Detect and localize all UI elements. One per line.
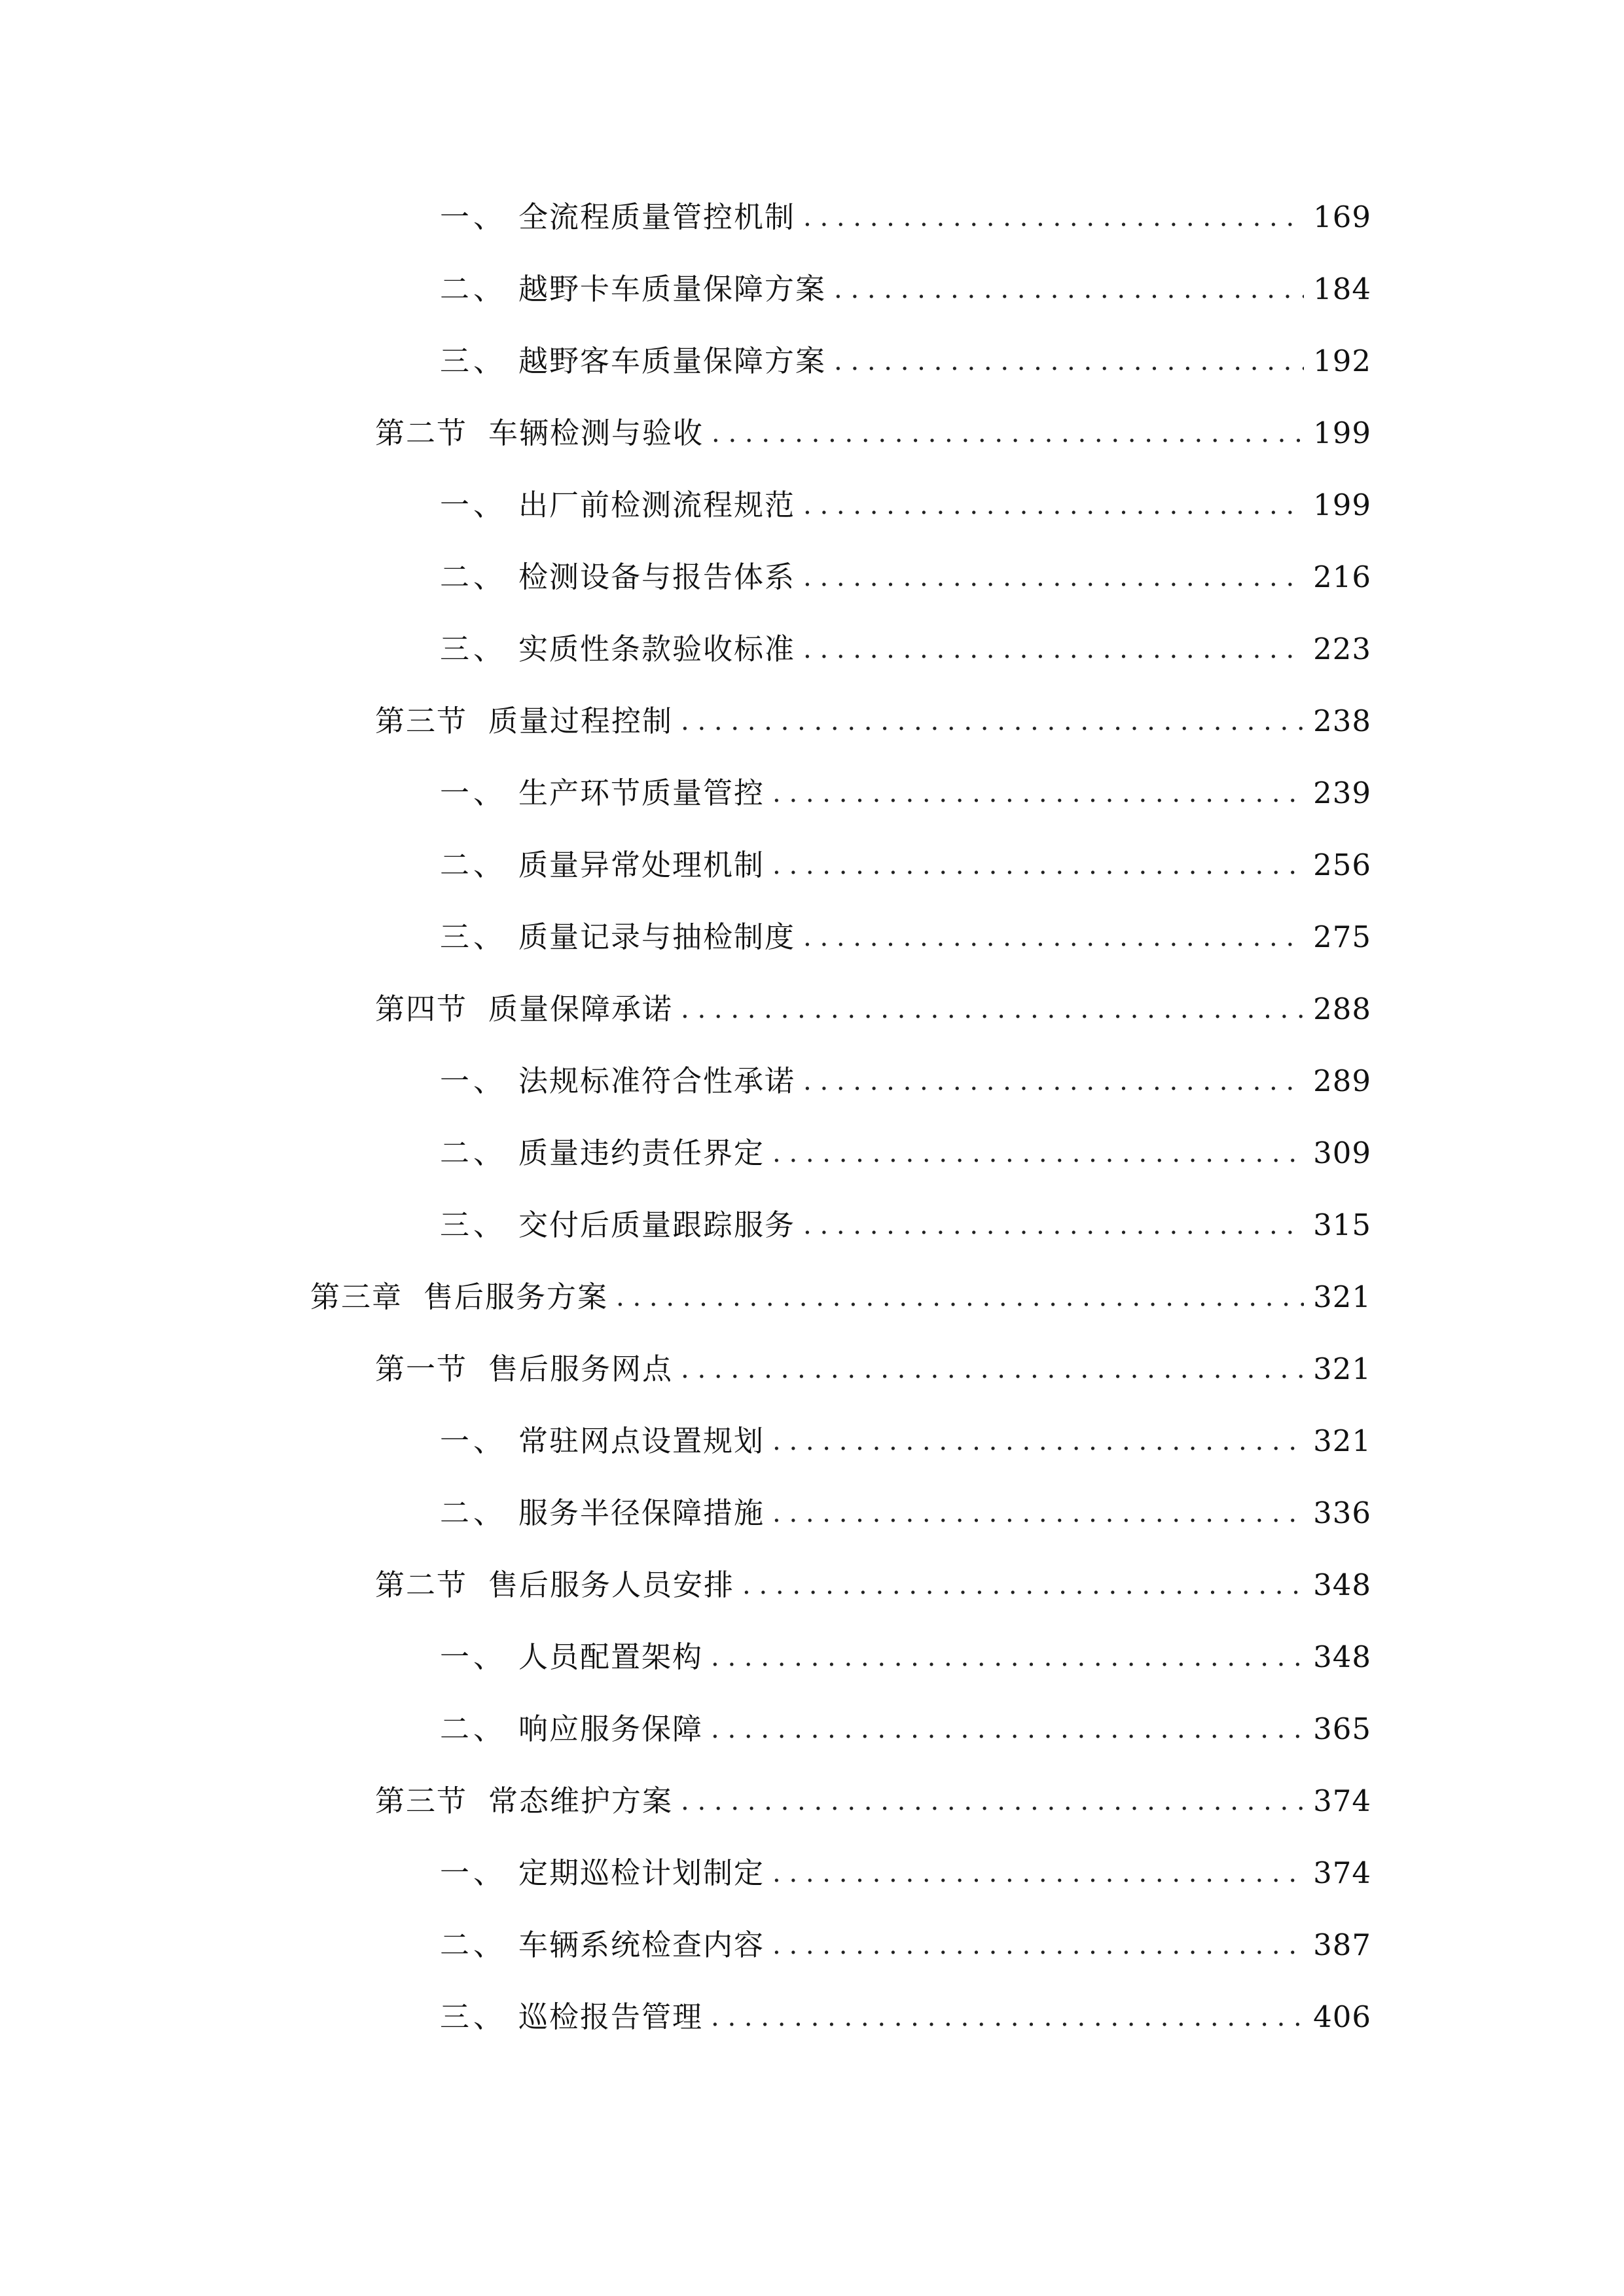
- dot-leader: [711, 1991, 1304, 2043]
- toc-entry[interactable]: [440, 551, 1371, 603]
- toc-entry[interactable]: [440, 1487, 1371, 1539]
- toc-entry-title: 法规标准符合性承诺: [518, 1064, 796, 1098]
- dot-leader: [772, 1415, 1304, 1467]
- toc-entry-number: 二、: [440, 1136, 507, 1170]
- toc-entry-number: 第二节: [375, 1568, 468, 1602]
- toc-entry-title: 检测设备与报告体系: [518, 560, 796, 594]
- toc-entry-title: 人员配置架构: [518, 1640, 704, 1674]
- dot-leader: [772, 839, 1304, 891]
- toc-entry[interactable]: [440, 623, 1371, 675]
- toc-entry-number: 第一节: [375, 1352, 468, 1386]
- toc-entry[interactable]: [375, 983, 1371, 1035]
- dot-leader: [681, 983, 1304, 1035]
- toc-entry-number: 三、: [440, 1208, 507, 1242]
- toc-entry[interactable]: [440, 1415, 1371, 1467]
- dot-leader: [834, 263, 1304, 315]
- toc-entry-number: 一、: [440, 488, 507, 522]
- toc-entry[interactable]: [440, 335, 1371, 387]
- toc-entry-number: 第三节: [375, 1784, 468, 1818]
- toc-entry[interactable]: [440, 911, 1371, 963]
- toc-entry-number: 一、: [440, 1856, 507, 1890]
- dot-leader: [803, 479, 1304, 531]
- toc-entry-page: 199: [1313, 488, 1371, 522]
- dot-leader: [616, 1271, 1304, 1323]
- toc-entry-number: 一、: [440, 776, 507, 810]
- toc-entry-number: 二、: [440, 1496, 507, 1530]
- toc-entry-page: 348: [1313, 1568, 1371, 1602]
- toc-entry-page: 374: [1313, 1856, 1371, 1890]
- toc-entry[interactable]: [375, 1559, 1371, 1611]
- toc-entry-page: 169: [1313, 200, 1371, 234]
- toc-entry[interactable]: [310, 1271, 1371, 1323]
- toc-entry[interactable]: [375, 407, 1371, 459]
- toc-entry-title: 定期巡检计划制定: [518, 1856, 765, 1890]
- toc-entry-page: 184: [1313, 272, 1371, 306]
- toc-entry-title: 服务半径保障措施: [518, 1496, 765, 1530]
- dot-leader: [772, 1487, 1304, 1539]
- dot-leader: [742, 1559, 1304, 1611]
- toc-entry-title: 响应服务保障: [518, 1712, 704, 1746]
- toc-entry[interactable]: [375, 695, 1371, 747]
- dot-leader: [772, 767, 1304, 819]
- toc-entry-title: 售后服务人员安排: [488, 1568, 735, 1602]
- toc-entry-title: 车辆检测与验收: [488, 416, 704, 450]
- toc-entry-page: 321: [1313, 1280, 1371, 1314]
- toc-entry-number: 第三节: [375, 704, 468, 738]
- toc-entry-title: 实质性条款验收标准: [518, 632, 796, 666]
- toc-entry-page: 321: [1313, 1352, 1371, 1386]
- toc-entry-number: 三、: [440, 344, 507, 378]
- toc-entry-title: 常驻网点设置规划: [518, 1424, 765, 1458]
- toc-entry-page: 256: [1313, 848, 1371, 882]
- toc-entry-number: 三、: [440, 920, 507, 954]
- toc-entry-number: 二、: [440, 272, 507, 306]
- toc-entry-title: 质量违约责任界定: [518, 1136, 765, 1170]
- toc-entry-number: 二、: [440, 848, 507, 882]
- toc-entry[interactable]: [440, 1127, 1371, 1179]
- toc-entry[interactable]: [440, 1991, 1371, 2043]
- toc-entry-number: 二、: [440, 1712, 507, 1746]
- toc-entry-page: 199: [1313, 416, 1371, 450]
- toc-entry-page: 275: [1313, 920, 1371, 954]
- dot-leader: [803, 623, 1304, 675]
- dot-leader: [834, 335, 1304, 387]
- toc-entry-number: 二、: [440, 1928, 507, 1962]
- toc-entry[interactable]: [440, 839, 1371, 891]
- dot-leader: [681, 1343, 1304, 1395]
- toc-entry-number: 一、: [440, 1424, 507, 1458]
- toc-entry-number: 三、: [440, 2000, 507, 2034]
- dot-leader: [712, 407, 1304, 459]
- toc-entry-page: 321: [1313, 1424, 1371, 1458]
- dot-leader: [803, 1199, 1304, 1251]
- toc-entry[interactable]: [440, 1199, 1371, 1251]
- toc-entry[interactable]: [440, 1847, 1371, 1899]
- toc-entry-number: 一、: [440, 1064, 507, 1098]
- toc-entry[interactable]: [440, 1703, 1371, 1755]
- toc-entry-page: 239: [1313, 776, 1371, 810]
- toc-entry-page: 365: [1313, 1712, 1371, 1746]
- toc-entry-title: 巡检报告管理: [518, 2000, 704, 2034]
- toc-entry-number: 第三章: [310, 1280, 403, 1314]
- toc-entry[interactable]: [375, 1775, 1371, 1827]
- toc-entry-title: 出厂前检测流程规范: [518, 488, 796, 522]
- toc-entry-title: 车辆系统检查内容: [518, 1928, 765, 1962]
- toc-entry-title: 生产环节质量管控: [518, 776, 765, 810]
- toc-entry[interactable]: [440, 1055, 1371, 1107]
- toc-entry-title: 交付后质量跟踪服务: [518, 1208, 796, 1242]
- toc-entry-title: 越野客车质量保障方案: [518, 344, 827, 378]
- dot-leader: [803, 911, 1304, 963]
- toc-entry-number: 一、: [440, 200, 507, 234]
- toc-entry-page: 315: [1313, 1208, 1371, 1242]
- toc-entry[interactable]: [440, 1919, 1371, 1971]
- toc-entry-number: 第四节: [375, 992, 468, 1026]
- toc-entry-page: 289: [1313, 1064, 1371, 1098]
- dot-leader: [681, 695, 1304, 747]
- toc-entry[interactable]: [440, 1631, 1371, 1683]
- dot-leader: [772, 1919, 1304, 1971]
- toc-entry-number: 三、: [440, 632, 507, 666]
- dot-leader: [803, 551, 1304, 603]
- toc-entry-page: 216: [1313, 560, 1371, 594]
- toc-entry-title: 质量记录与抽检制度: [518, 920, 796, 954]
- dot-leader: [681, 1775, 1304, 1827]
- toc-entry-title: 质量过程控制: [488, 704, 674, 738]
- toc-entry-page: 223: [1313, 632, 1371, 666]
- toc-entry-title: 售后服务方案: [424, 1280, 609, 1314]
- toc-entry[interactable]: [375, 1343, 1371, 1395]
- toc-entry[interactable]: [440, 191, 1371, 243]
- toc-entry-title: 全流程质量管控机制: [518, 200, 796, 234]
- toc-entry-page: 309: [1313, 1136, 1371, 1170]
- dot-leader: [772, 1127, 1304, 1179]
- toc-entry-number: 二、: [440, 560, 507, 594]
- toc-entry-title: 常态维护方案: [488, 1784, 674, 1818]
- dot-leader: [711, 1631, 1304, 1683]
- toc-entry-title: 越野卡车质量保障方案: [518, 272, 827, 306]
- toc-entry-page: 336: [1313, 1496, 1371, 1530]
- toc-entry[interactable]: [440, 479, 1371, 531]
- toc-entry-page: 374: [1313, 1784, 1371, 1818]
- toc-entry-page: 192: [1313, 344, 1371, 378]
- toc-entry-page: 238: [1313, 704, 1371, 738]
- toc-entry-number: 第二节: [375, 416, 468, 450]
- dot-leader: [711, 1703, 1304, 1755]
- toc-entry-number: 一、: [440, 1640, 507, 1674]
- toc-entry-title: 质量保障承诺: [488, 992, 674, 1026]
- dot-leader: [803, 191, 1304, 243]
- toc-entry[interactable]: [440, 263, 1371, 315]
- dot-leader: [803, 1055, 1304, 1107]
- toc-entry-page: 387: [1313, 1928, 1371, 1962]
- toc-entry-page: 406: [1313, 2000, 1371, 2034]
- dot-leader: [772, 1847, 1304, 1899]
- toc-entry-title: 质量异常处理机制: [518, 848, 765, 882]
- toc-entry-page: 348: [1313, 1640, 1371, 1674]
- toc-entry[interactable]: [440, 767, 1371, 819]
- toc-entry-page: 288: [1313, 992, 1371, 1026]
- toc-entry-title: 售后服务网点: [488, 1352, 674, 1386]
